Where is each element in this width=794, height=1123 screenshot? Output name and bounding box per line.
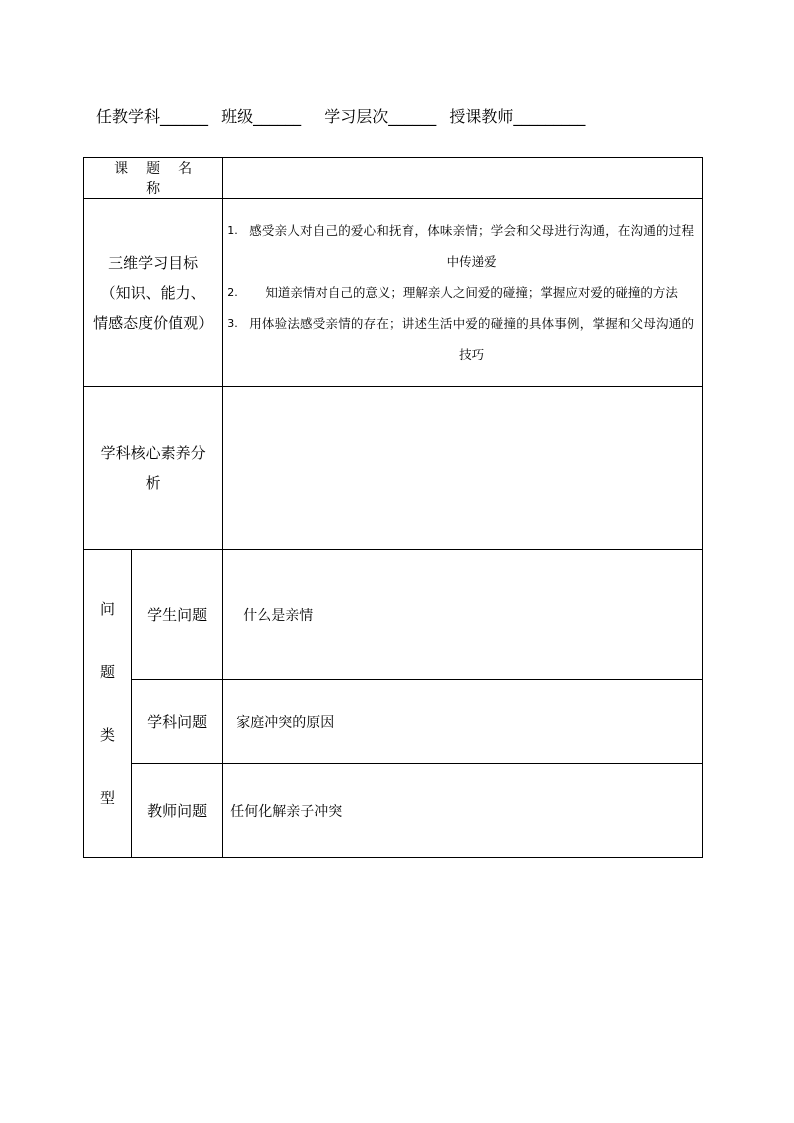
question-row xyxy=(84,550,703,680)
goal-text: 知道亲情对自己的意义；理解亲人之间爱的碰撞；掌握应对爱的碰撞的方法 xyxy=(265,285,678,300)
goals-label-line: （知识、能力、 xyxy=(100,283,206,302)
goal-item xyxy=(227,277,694,308)
core-label-line: 学科核心素养分 xyxy=(100,444,206,462)
core-literacy-row xyxy=(84,387,703,550)
question-row xyxy=(84,764,703,858)
question-label: 学科问题 xyxy=(132,680,223,764)
question-row xyxy=(84,680,703,764)
goal-number: 3. xyxy=(227,317,238,330)
topic-label: 课题名称 xyxy=(84,158,223,199)
question-text: 任何化解亲子冲突 xyxy=(223,764,703,858)
goal-text: 感受亲人对自己的爱心和抚育，体味亲情；学会和父母进行沟通，在沟通的过程中传递爱 xyxy=(249,223,694,269)
goal-number: 2. xyxy=(227,286,238,299)
document-header xyxy=(96,104,716,130)
goals-list xyxy=(223,199,703,387)
question-text: 什么是亲情 xyxy=(223,550,703,680)
core-label-line: 析 xyxy=(145,474,161,492)
core-literacy-label xyxy=(84,387,223,550)
question-type-char: 类 xyxy=(100,725,116,744)
level-field: 学习层次______ xyxy=(324,107,437,126)
topic-row xyxy=(84,158,703,199)
question-type-char: 型 xyxy=(100,788,116,807)
goal-item xyxy=(227,215,694,277)
question-type-char: 问 xyxy=(100,599,116,618)
question-text: 家庭冲突的原因 xyxy=(223,680,703,764)
goals-label xyxy=(84,199,223,387)
subject-field: 任教学科______ xyxy=(96,107,209,126)
lesson-plan-table xyxy=(83,157,703,858)
teacher-field: 授课教师_________ xyxy=(449,107,586,126)
topic-value xyxy=(223,158,703,199)
class-field: 班级______ xyxy=(221,107,302,126)
goal-item xyxy=(227,308,694,370)
goals-label-line: 情感态度价值观） xyxy=(93,313,214,332)
goal-text: 用体验法感受亲情的存在；讲述生活中爱的碰撞的具体事例，掌握和父母沟通的技巧 xyxy=(249,316,694,362)
goal-number: 1. xyxy=(227,224,238,237)
question-type-char: 题 xyxy=(100,662,116,681)
question-label: 学生问题 xyxy=(132,550,223,680)
goals-label-line: 三维学习目标 xyxy=(108,253,199,272)
goals-row xyxy=(84,199,703,387)
core-literacy-value xyxy=(223,387,703,550)
question-label: 教师问题 xyxy=(132,764,223,858)
question-type-label xyxy=(84,550,132,858)
